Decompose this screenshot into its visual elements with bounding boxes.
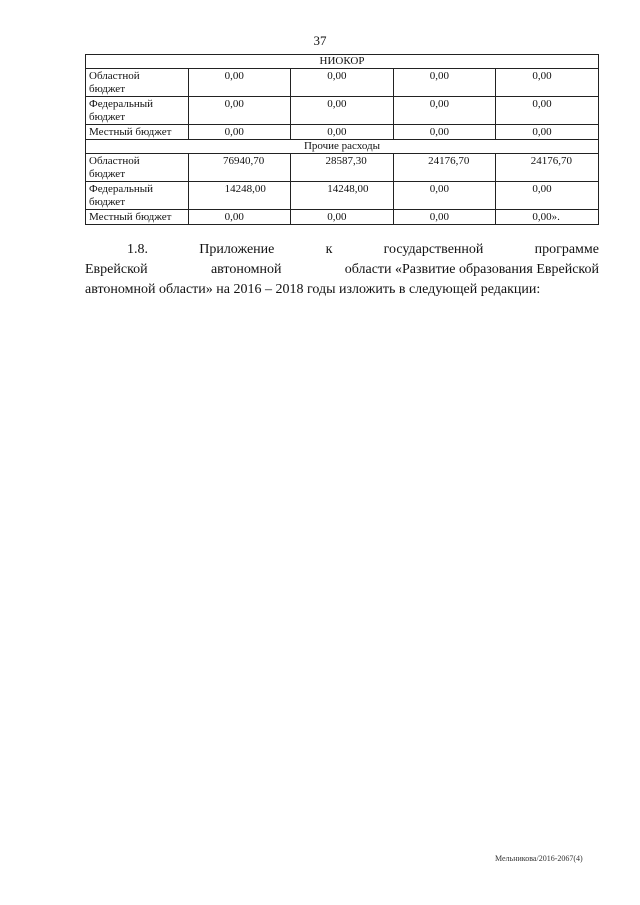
row-label: Областной бюджет (86, 154, 189, 182)
row-label: Областной бюджет (86, 69, 189, 97)
table-cell: 0,00 (393, 210, 496, 225)
table-cell: 0,00 (188, 69, 291, 97)
word: программе (534, 242, 599, 257)
table-cell: 0,00». (496, 210, 599, 225)
table-cell: 0,00 (291, 125, 394, 140)
footer-code: Мельникова/2016-2067(4) (495, 854, 583, 863)
word: автономной области» на 2016 – 2018 годы изложить в следующей редакции: (85, 282, 541, 297)
word: Приложение (199, 242, 275, 257)
word: области «Развитие образования Еврейской (344, 262, 599, 277)
table-cell: 0,00 (496, 125, 599, 140)
paragraph-line (85, 240, 599, 260)
word: к (325, 242, 333, 257)
table-cell: 0,00 (393, 97, 496, 125)
table-cell: 0,00 (188, 97, 291, 125)
table-row (86, 210, 599, 225)
page-number: 37 (313, 33, 327, 48)
table-cell: 28587,30 (291, 154, 394, 182)
section-header-row (86, 55, 599, 69)
row-label: Федеральный бюджет (86, 97, 189, 125)
row-label: Местный бюджет (86, 125, 189, 140)
table-cell: 0,00 (393, 69, 496, 97)
section-title: НИОКОР (86, 55, 599, 69)
table-cell: 0,00 (496, 69, 599, 97)
word: государственной (383, 242, 484, 257)
table-row (86, 69, 599, 97)
table-row (86, 154, 599, 182)
row-label: Федеральный бюджет (86, 182, 189, 210)
section-title: Прочие расходы (86, 140, 599, 154)
table-cell: 0,00 (496, 182, 599, 210)
table-row (86, 97, 599, 125)
table-cell: 14248,00 (188, 182, 291, 210)
paragraph-line (85, 280, 599, 300)
table-cell: 76940,70 (188, 154, 291, 182)
table-cell: 0,00 (291, 97, 394, 125)
word: 1.8. (127, 242, 148, 257)
table-cell: 24176,70 (496, 154, 599, 182)
word: автономной (210, 262, 282, 277)
table-cell: 0,00 (496, 97, 599, 125)
table-cell: 0,00 (291, 69, 394, 97)
table-row (86, 182, 599, 210)
table-cell: 24176,70 (393, 154, 496, 182)
body-paragraph (85, 240, 599, 300)
paragraph-line (85, 260, 599, 280)
word: Еврейской (85, 262, 148, 277)
row-label: Местный бюджет (86, 210, 189, 225)
table-cell: 0,00 (188, 210, 291, 225)
table-cell: 14248,00 (291, 182, 394, 210)
section-header-row (86, 140, 599, 154)
budget-table (85, 54, 599, 225)
table-cell: 0,00 (291, 210, 394, 225)
table-cell: 0,00 (393, 182, 496, 210)
table-cell: 0,00 (188, 125, 291, 140)
table-row (86, 125, 599, 140)
table-cell: 0,00 (393, 125, 496, 140)
